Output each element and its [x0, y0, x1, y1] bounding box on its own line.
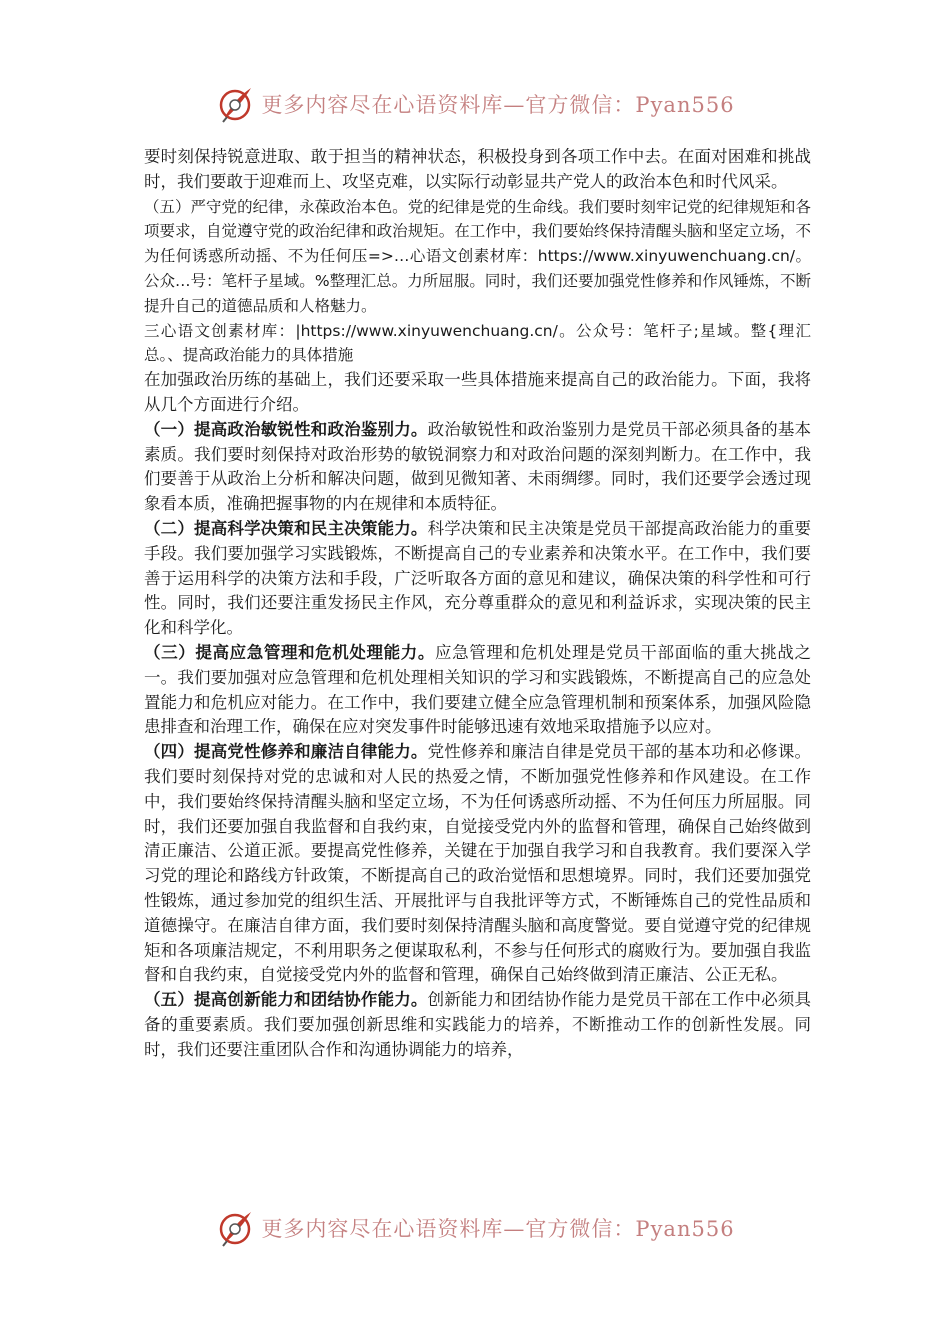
paragraph-item-1: （一）提高政治敏锐性和政治鉴别力。政治敏锐性和政治鉴别力是党员干部必须具备的基本素质。我们要时刻保持对政治形势的敏锐洞察力和对政治问题的深刻判断力。在工作中，我们要善于从政治上分析和解决问题，做到见微知著、未雨绸缪。同时，我们还要学会透过现象看本质，准确把握事物的内在规律和本质特征。: [144, 419, 812, 514]
footer-watermark-banner: [0, 1206, 950, 1250]
item-3-heading: （三）提高应急管理和危机处理能力。: [144, 642, 436, 662]
header-watermark-banner: [0, 82, 950, 126]
paragraph-item-2: （二）提高科学决策和民主决策能力。科学决策和民主决策是党员干部提高政治能力的重要手段。我们要加强学习实践锻炼，不断提高自己的专业素养和决策水平。在工作中，我们要善于运用科学的决策方法和手段，广泛听取各方面的意见和建议，确保决策的科学性和可行性。同时，我们还要注重发扬民主作风，充分尊重群众的意见和利益诉求，实现决策的民主化和科学化。: [144, 518, 812, 638]
item-2-heading: （二）提高科学决策和民主决策能力。: [144, 518, 428, 538]
item-4-heading: （四）提高党性修养和廉洁自律能力。: [144, 742, 428, 762]
quill-logo-icon: [215, 84, 255, 124]
paragraph-measures-intro: 在加强政治历练的基础上，我们还要采取一些具体措施来提高自己的政治能力。下面，我将从几个方面进行介绍。: [144, 370, 811, 414]
paragraph-item-3: （三）提高应急管理和危机处理能力。应急管理和危机处理是党员干部面临的重大挑战之一。我们要加强对应急管理和危机处理相关知识的学习和实践锻炼，不断提高自己的应急处置能力和危机应对能力。在工作中，我们要建立健全应急管理机制和预案体系，加强风险隐患排查和治理工作，确保在应对突发事件时能够迅速有效地采取措施予以应对。: [144, 642, 812, 737]
item-5-heading: （五）提高创新能力和团结协作能力。: [144, 990, 428, 1010]
quill-logo-icon: [215, 1208, 255, 1248]
paragraph-intro: 要时刻保持锐意进取、敢于担当的精神状态，积极投身到各项工作中去。在面对困难和挑战时，我们要敢于迎难而上、攻坚克难，以实际行动彰显共产党人的政治本色和时代风采。: [144, 147, 811, 191]
document-body: [144, 145, 811, 1062]
section-heading-measures: 三心语文创素材库：|https://www.xinyuwenchuang.cn/。公众号：笔杆子;星域。整{理汇总。、提高政治能力的具体措施: [144, 321, 811, 365]
item-1-heading: （一）提高政治敏锐性和政治鉴别力。: [144, 419, 428, 439]
paragraph-item-5: （五）提高创新能力和团结协作能力。创新能力和团结协作能力是党员干部在工作中必须具备的重要素质。我们要加强创新思维和实践能力的培养，不断推动工作的创新性发展。同时，我们还要注重团队合作和沟通协调能力的培养，: [144, 990, 812, 1059]
banner-text: 更多内容尽在心语资料库—官方微信：Pyan556: [261, 1217, 735, 1241]
paragraph-discipline: （五）严守党的纪律，永葆政治本色。党的纪律是党的生命线。我们要时刻牢记党的纪律规矩和各项要求，自觉遵守党的政治纪律和政治规矩。在工作中，我们要始终保持清醒头脑和坚定立场，不为任何诱惑所动摇、不为任何压=>…心语文创素材库：https://www.xinyuwenchuang.cn/。公众…号：笔杆子星域。%整理汇总。力所屈服。同时，我们还要加强党性修养和作风锤炼，不断提升自己的道德品质和人格魅力。: [144, 197, 811, 315]
banner-text: 更多内容尽在心语资料库—官方微信：Pyan556: [261, 93, 735, 117]
paragraph-item-4: （四）提高党性修养和廉洁自律能力。党性修养和廉洁自律是党员干部的基本功和必修课。我们要时刻保持对党的忠诚和对人民的热爱之情，不断加强党性修养和作风建设。在工作中，我们要始终保持清醒头脑和坚定立场，不为任何诱惑所动摇、不为任何压力所屈服。同时，我们还要加强自我监督和自我约束，自觉接受党内外的监督和管理，确保自己始终做到清正廉洁、公道正派。要提高党性修养，关键在于加强自我学习和自我教育。我们要深入学习党的理论和路线方针政策，不断提高自己的政治觉悟和思想境界。同时，我们还要加强党性锻炼，通过参加党的组织生活、开展批评与自我批评等方式，不断锤炼自己的党性品质和道德操守。在廉洁自律方面，我们要时刻保持清醒头脑和高度警觉。要自觉遵守党的纪律规矩和各项廉洁规定，不利用职务之便谋取私利，不参与任何形式的腐败行为。要加强自我监督和自我约束，自觉接受党内外的监督和管理，确保自己始终做到清正廉洁、公正无私。: [144, 742, 812, 985]
